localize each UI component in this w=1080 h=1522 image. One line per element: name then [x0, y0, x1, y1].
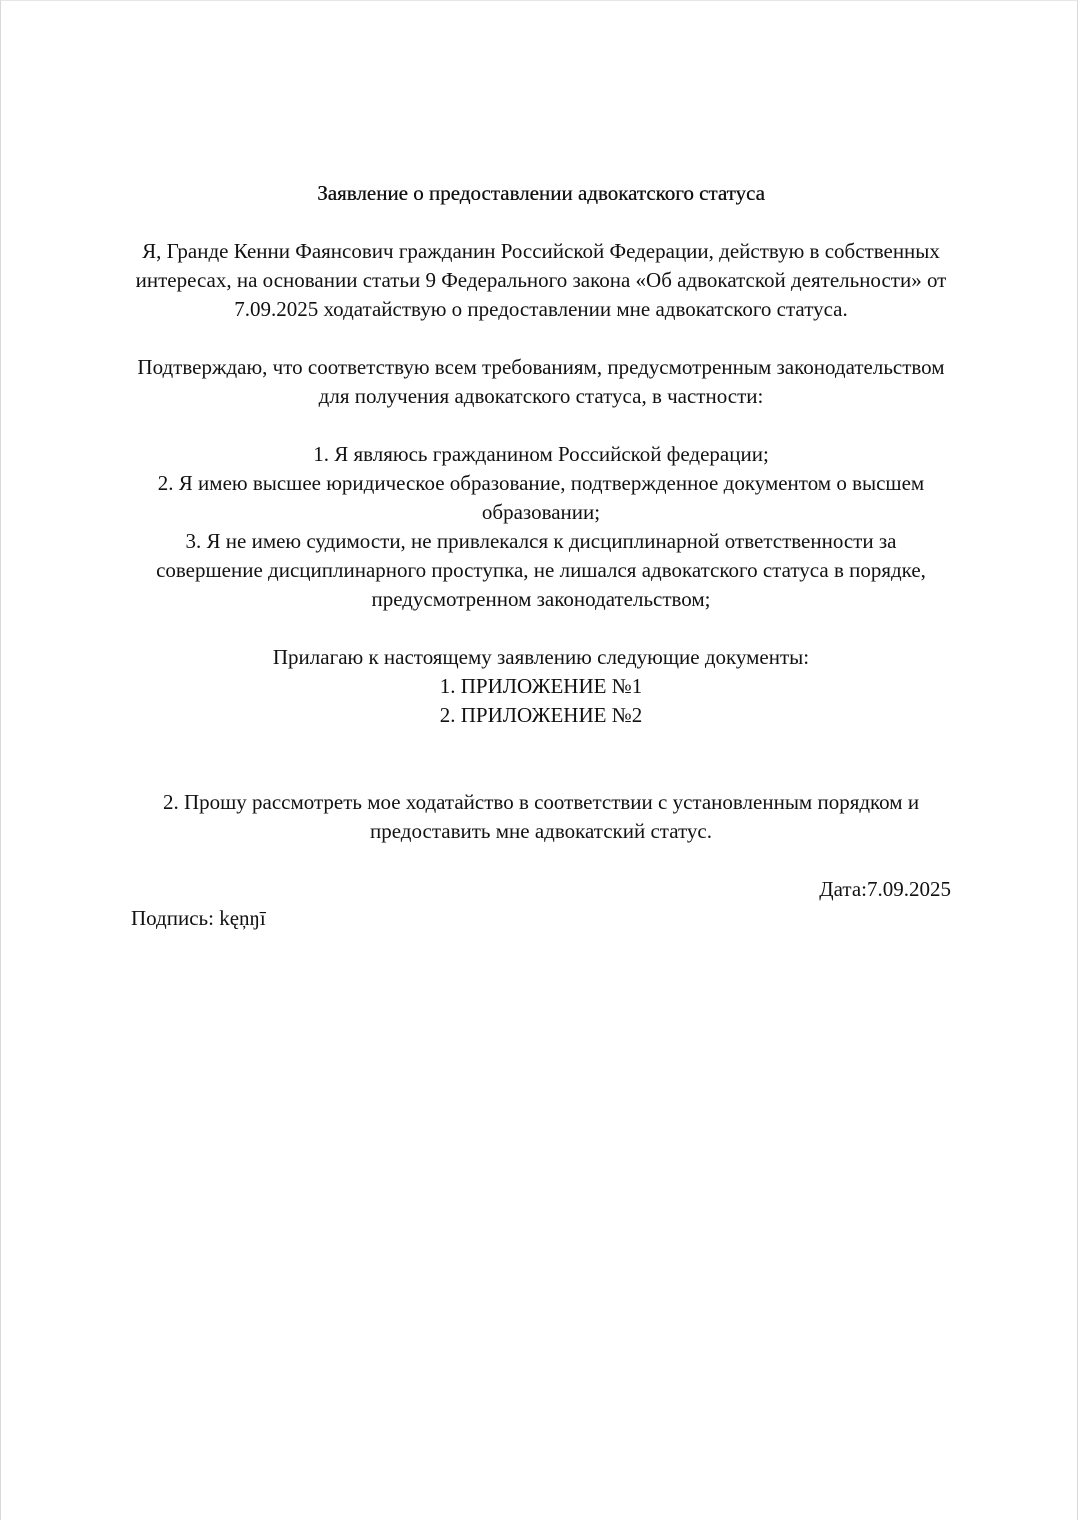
spacer	[131, 846, 951, 875]
document-title: Заявление о предоставлении адвокатского статуса	[317, 181, 765, 205]
attachment-item: 2. ПРИЛОЖЕНИЕ №2	[439, 703, 643, 727]
spacer	[131, 324, 951, 353]
document-body	[131, 179, 951, 933]
requirement-item: 1. Я являюсь гражданином Российской федерации;	[313, 442, 769, 466]
spacer	[131, 614, 951, 643]
requirement-item: 2. Я имею высшее юридическое образование, подтвержденное документом о высшем образовании;	[157, 471, 925, 524]
attachments-intro: Прилагаю к настоящему заявлению следующие документы:	[272, 645, 810, 669]
date-field: Дата:7.09.2025	[819, 877, 951, 901]
requirement-item: 3. Я не имею судимости, не привлекался к дисциплинарной ответственности за совершение дисциплинарного проступка, не лишался адвокатского статуса в порядке, предусмотренном законодательством;	[156, 529, 926, 611]
spacer	[131, 730, 951, 788]
spacer	[131, 208, 951, 237]
intro-paragraph: Я, Гранде Кенни Фаянсович гражданин Российской Федерации, действую в собственных интересах, на основании статьи 9 Федерального закона «Об адвокатской деятельности» от 7.09.2025 ходатайствую о предоставлении мне адвокатского статуса.	[135, 239, 947, 321]
spacer	[131, 411, 951, 440]
signature-field: Подпись: kęņŋī	[131, 906, 266, 930]
attachment-item: 1. ПРИЛОЖЕНИЕ №1	[439, 674, 643, 698]
request-paragraph: 2. Прошу рассмотреть мое ходатайство в соответствии с установленным порядком и предоставить мне адвокатский статус.	[162, 790, 920, 843]
confirm-paragraph: Подтверждаю, что соответствую всем требованиям, предусмотренным законодательством для получения адвокатского статуса, в частности:	[137, 355, 945, 408]
